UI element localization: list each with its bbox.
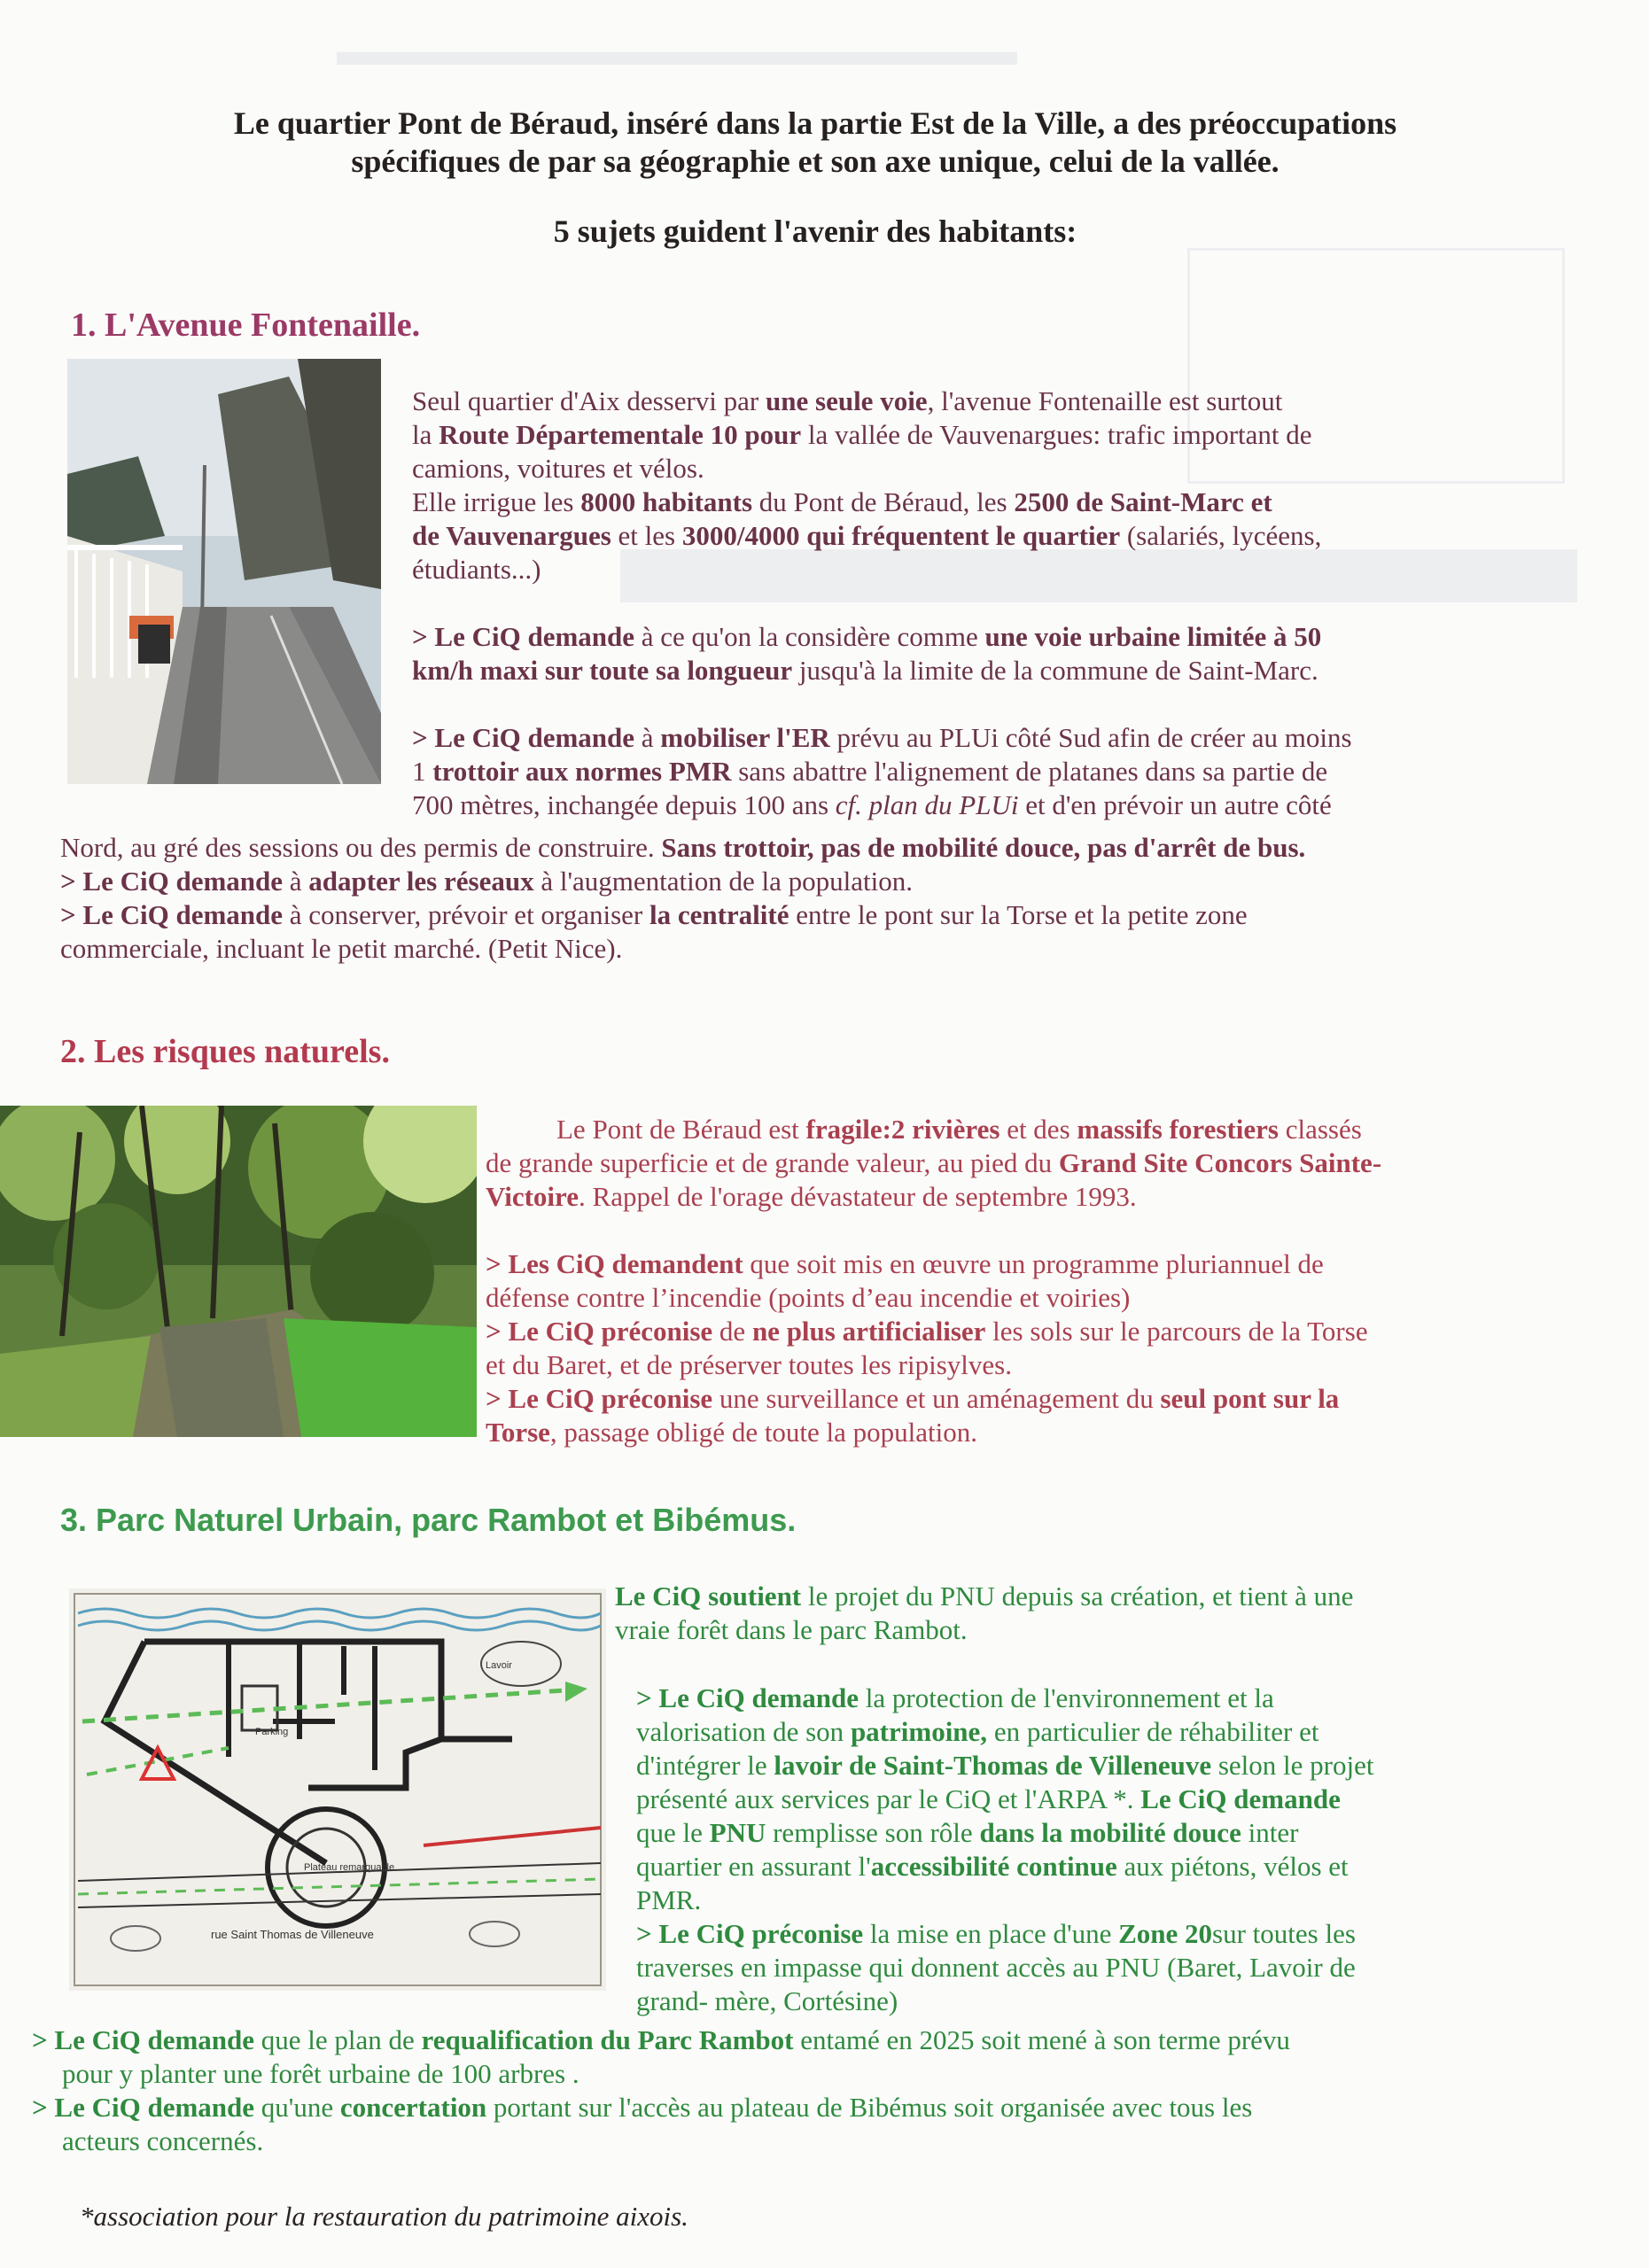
intro-paragraph xyxy=(80,105,1551,181)
section-1-demands: Nord, au gré des sessions ou des permis de construire. Sans trottoir, pas de mobilité douce, pas d'arrêt de bus. > Le CiQ demande à adapter les réseaux à l'augmentation de la population. > Le CiQ demande à conserver, prévoir et organiser la centralité entre le pont sur la Torse et la petite zone commerciale, incluant le petit marché. (Petit Nice). xyxy=(60,832,1306,964)
section-1-intro-text: Seul quartier d'Aix desservi par une seule voie, l'avenue Fontenaille est surtout la Route Départementale 10 pour la vallée de Vauvenargues: trafic important de camions, voitures et vélos. Elle irrigue les 8000 habitants du Pont de Béraud, les 2500 de Saint-Marc et de Vauvenargues et les 3000/4000 qui fréquentent le quartier (salariés, lycéens, étudiants...) > Le CiQ demande à ce qu'on la considère comme une voie urbaine limitée à 50 km/h maxi sur toute sa longueur jusqu'à la limite de la commune de Saint-Marc. > Le CiQ demande à mobiliser l'ER prévu au PLUi côté Sud afin de créer au moins 1 trottoir aux normes PMR sans abattre l'alignement de platanes dans sa partie de 700 mètres, inchangée depuis 100 ans cf. plan du PLUi et d'en prévoir un autre côté xyxy=(412,385,1352,820)
park-sketch-map xyxy=(69,1588,606,1991)
section-1-title: 1. L'Avenue Fontenaille. xyxy=(71,307,421,344)
section-2-title: 2. Les risques naturels. xyxy=(60,1033,390,1070)
avenue-fontenaille-photo xyxy=(67,359,381,784)
map-label-lavoir: Lavoir xyxy=(486,1660,512,1671)
intro-line-1: Le quartier Pont de Béraud, inséré dans la partie Est de la Ville, a des préoccupations xyxy=(233,105,1397,141)
section-3-title: 3. Parc Naturel Urbain, parc Rambot et Bibémus. xyxy=(60,1502,797,1538)
show-through-title: ▬▬▬▬▬▬▬▬▬▬▬▬▬▬▬▬ xyxy=(337,27,1017,74)
section-2-text: Le Pont de Béraud est fragile:2 rivières et des massifs forestiers classés de grande superficie et de grande valeur, au pied du Grand Site Concors Sainte- Victoire. Rappel de l'orage dévastateur de septembre 1993. > Les CiQ demandent que soit mis en œuvre un programme pluriannuel de défense contre l’incendie (points d’eau incendie et voiries) > Le CiQ préconise de ne plus artificialiser les sols sur le parcours de la Torse et du Baret, et de préserver toutes les ripisylves. > Le CiQ préconise une surveillance et un aménagement du seul pont sur la Torse, passage obligé de toute la population. xyxy=(486,1114,1382,1448)
map-label-parking: Parking xyxy=(255,1727,289,1737)
section-3-demands-full: > Le CiQ demande que le plan de requalification du Parc Rambot entamé en 2025 soit mené à son terme prévu pour y planter une forêt urbaine de 100 arbres . > Le CiQ demande qu'une concertation portant sur l'accès au plateau de Bibémus soit organisée avec tous les acteurs concernés. xyxy=(32,2024,1290,2156)
river-forest-photo xyxy=(0,1106,477,1437)
map-label-street: rue Saint Thomas de Villeneuve xyxy=(211,1928,374,1941)
map-label-plateau: Plateau remarquable xyxy=(304,1862,395,1873)
intro-subtitle: 5 sujets guident l'avenir des habitants: xyxy=(553,214,1077,249)
footnote: *association pour la restauration du patrimoine aixois. xyxy=(80,2201,688,2232)
section-3-intro-text: Le CiQ soutient le projet du PNU depuis sa création, et tient à une vraie forêt dans le parc Rambot. xyxy=(615,1581,1354,1645)
section-3-demands-right: > Le CiQ demande la protection de l'environnement et la valorisation de son patrimoine, en particulier de réhabiliter et d'intégrer le lavoir de Saint-Thomas de Villeneuve selon le projet présenté aux services par le CiQ et l'ARPA *. Le CiQ demande que le PNU remplisse son rôle dans la mobilité douce inter quartier en assurant l'accessibilité continue aux piétons, vélos et PMR. > Le CiQ préconise la mise en place d'une Zone 20sur toutes les traverses en impasse qui donnent accès au PNU (Baret, Lavoir de grand- mère, Cortésine) xyxy=(636,1682,1374,2016)
intro-line-2: spécifiques de par sa géographie et son axe unique, celui de la vallée. xyxy=(351,144,1280,179)
